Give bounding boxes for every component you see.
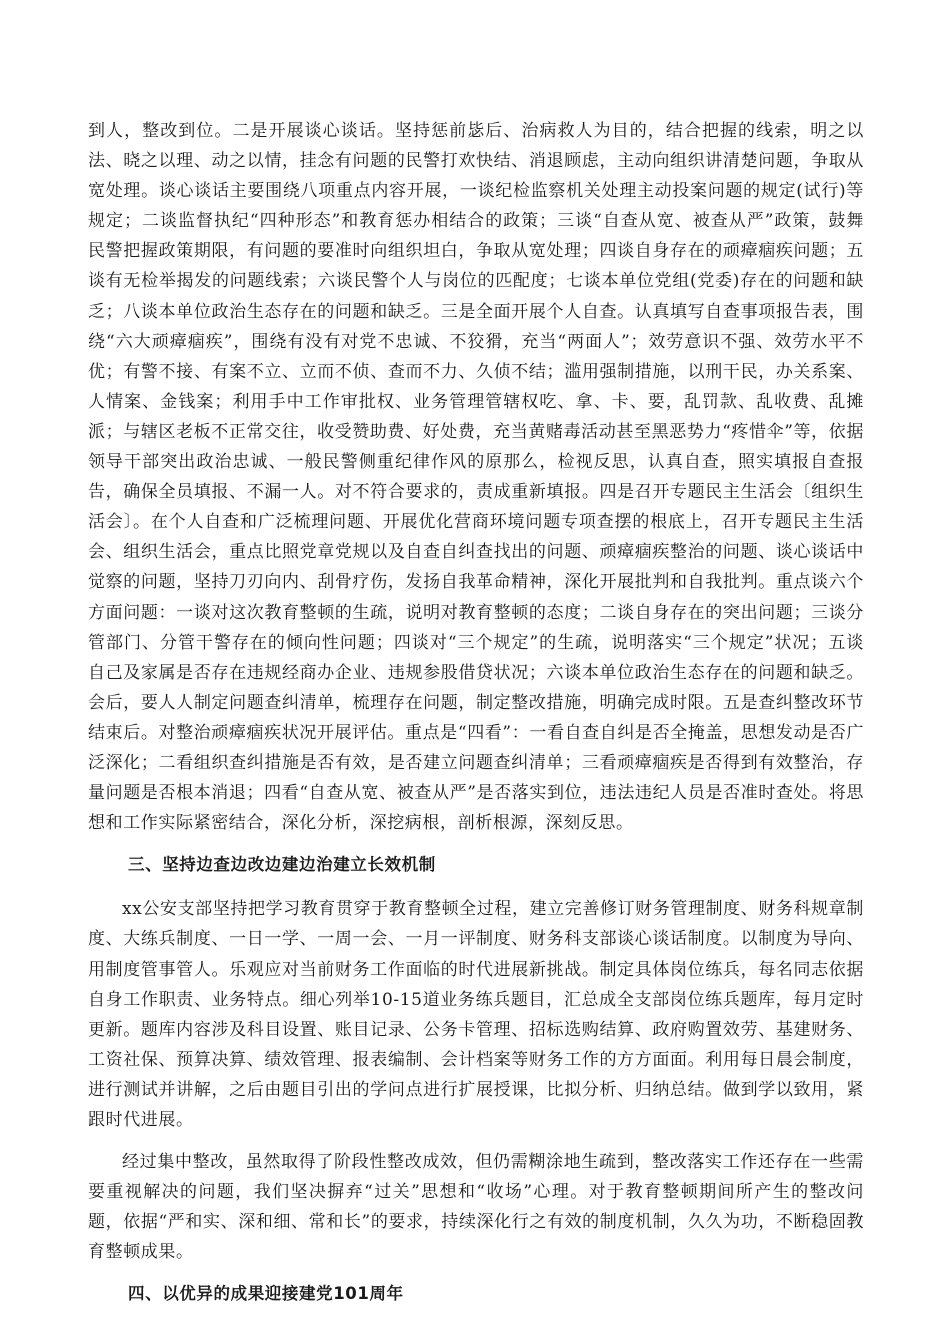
section-heading-3: 三、坚持边查边改边建边治建立长效机制 (128, 855, 436, 875)
spacer (88, 880, 864, 894)
body-paragraph-3: 经过集中整改，虽然取得了阶段性整改成效，但仍需糊涂地生疏到，整改落实工作还存在一些需要重视解决的问题，我们坚决摒弃“过关”思想和“收场”心理。对于教育整顿期间所产生的整改问题，依据“严和实、深和细、常和长”的要求，持续深化行之有效的制度机制，久久为功，不断稳固教育整顿成果。 (88, 1152, 864, 1263)
spacer (88, 1267, 864, 1279)
spacer (88, 1135, 864, 1147)
body-paragraph-2: xx公安支部坚持把学习教育贯穿于教育整顿全过程，建立完善修订财务管理制度、财务科规章制度、大练兵制度、一日一学、一周一会、一月一评制度、财务科支部谈心谈话制度。以制度为导向、用制度管事管人。乐观应对当前财务工作面临的时代进展新挑战。制定具体岗位练兵，每名同志依据自身工作职责、业务特点。细心列举10-15道业务练兵题目，汇总成全支部岗位练兵题库，每月定时更新。题库内容涉及科目设置、账目记录、公务卡管理、招标选购结算、政府购置效劳、基建财务、工资社保、预算决算、绩效管理、报表编制、会计档案等财务工作的方方面面。利用每日晨会制度，进行测试并讲解，之后由题目引出的学问点进行扩展授课，比拟分析、归纳总结。做到学以致用，紧跟时代进展。 (88, 899, 864, 1130)
document-body (88, 116, 864, 1310)
spacer (88, 838, 864, 850)
section-heading-4: 四、以优异的成果迎接建党101周年 (128, 1284, 404, 1304)
body-paragraph-1: 到人，整改到位。二是开展谈心谈话。坚持惩前毖后、治病救人为目的，结合把握的线索，明之以法、晓之以理、动之以情，挂念有问题的民警打欢快结、消退顾虑，主动向组织讲清楚问题，争取从宽处理。谈心谈话主要围绕八项重点内容开展，一谈纪检监察机关处理主动投案问题的规定(试行)等规定；二谈监督执纪“四种形态”和教育惩办相结合的政策；三谈“自查从宽、被查从严”政策，鼓舞民警把握政策期限，有问题的要准时向组织坦白，争取从宽处理；四谈自身存在的顽瘴痼疾问题；五谈有无检举揭发的问题线索；六谈民警个人与岗位的匹配度；七谈本单位党组(党委)存在的问题和缺乏；八谈本单位政治生态存在的问题和缺乏。三是全面开展个人自查。认真填写自查事项报告表，围绕“六大顽瘴痼疾”，围绕有没有对党不忠诚、不狡猾，充当“两面人”；效劳意识不强、效劳水平不优；有警不接、有案不立、立而不侦、查而不力、久侦不结；滥用强制措施，以刑干民，办关系案、人情案、金钱案；利用手中工作审批权、业务管理管辖权吃、拿、卡、要，乱罚款、乱收费、乱摊派；与辖区老板不正常交往，收受赞助费、好处费，充当黄赌毒活动甚至黑恶势力“疼惜伞”等，依据领导干部突出政治忠诚、一般民警侧重纪律作风的原那么，检视反思，认真自查，照实填报自查报告，确保全员填报、不漏一人。对不符合要求的，责成重新填报。四是召开专题民主生活会〔组织生活会〕。在个人自查和广泛梳理问题、开展优化营商环境问题专项查摆的根底上，召开专题民主生活会、组织生活会，重点比照党章党规以及自查自纠查找出的问题、顽瘴痼疾整治的问题、谈心谈话中觉察的问题，坚持刀刃向内、刮骨疗伤，发扬自我革命精神，深化开展批判和自我批判。重点谈六个方面问题：一谈对这次教育整顿的生疏，说明对教育整顿的态度；二谈自身存在的突出问题；三谈分管部门、分管干警存在的倾向性问题；四谈对“三个规定”的生疏，说明落实“三个规定”状况；五谈自己及家属是否存在违规经商办企业、违规参股借贷状况；六谈本单位政治生态存在的问题和缺乏。会后，要人人制定问题查纠清单，梳理存在问题，制定整改措施，明确完成时限。五是查纠整改环节结束后。对整治顽瘴痼疾状况开展评估。重点是“四看”：一看自查自纠是否全掩盖，思想发动是否广泛深化；二看组织查纠措施是否有效，是否建立问题查纠清单；三看顽瘴痼疾是否得到有效整治，存量问题是否根本消退；四看“自查从宽、被查从严”是否落实到位，违法违纪人员是否准时查处。将思想和工作实际紧密结合，深化分析，深挖病根，剖析根源，深刻反思。 (88, 121, 864, 834)
